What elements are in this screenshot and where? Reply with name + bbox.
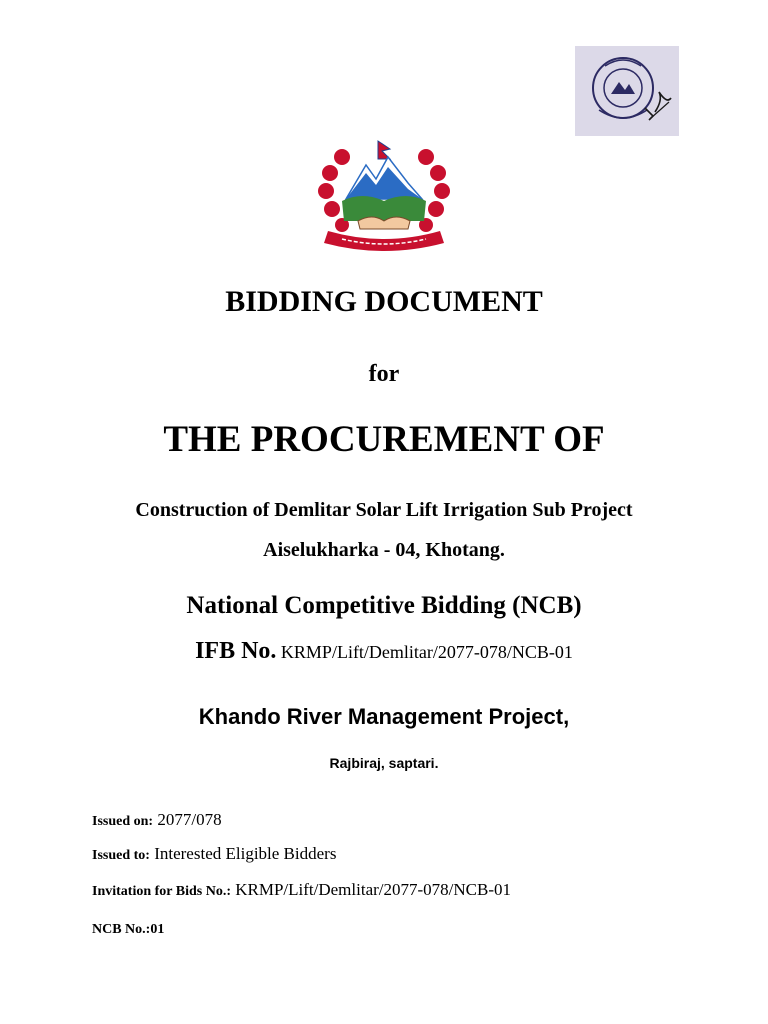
bidding-type: National Competitive Bidding (NCB) [186,592,582,619]
issued-to-label: Issued to: [92,848,150,863]
agency-address: Rajbiraj, saptari. [329,755,439,771]
ifb-label: IFB No. [195,638,277,664]
ifb-value: KRMP/Lift/Demlitar/2077-078/NCB-01 [280,642,573,662]
issued-on-row [92,810,222,830]
project-location: Aiselukharka - 04, Khotang. [263,539,505,561]
ncb-number-label: NCB No.:01 [92,922,165,937]
issued-on-label: Issued on: [92,814,154,829]
issued-on-value: 2077/078 [157,810,222,829]
stamp-seal-icon [575,46,679,136]
invitation-label: Invitation for Bids No.: [92,884,231,899]
ncb-number-row [92,918,164,938]
document-title: BIDDING DOCUMENT [225,285,543,318]
official-stamp [575,46,679,136]
ifb-number-line [0,638,768,665]
invitation-value: KRMP/Lift/Demlitar/2077-078/NCB-01 [235,880,512,899]
national-emblem [312,139,456,255]
invitation-row [92,880,511,900]
issued-to-row [92,844,336,864]
project-name: Construction of Demlitar Solar Lift Irrigation Sub Project [135,499,633,521]
procurement-heading: THE PROCUREMENT OF [163,419,605,460]
for-label: for [368,361,400,387]
issued-to-value: Interested Eligible Bidders [154,844,337,863]
nepal-emblem-icon [312,139,456,255]
agency-name: Khando River Management Project, [198,704,570,729]
